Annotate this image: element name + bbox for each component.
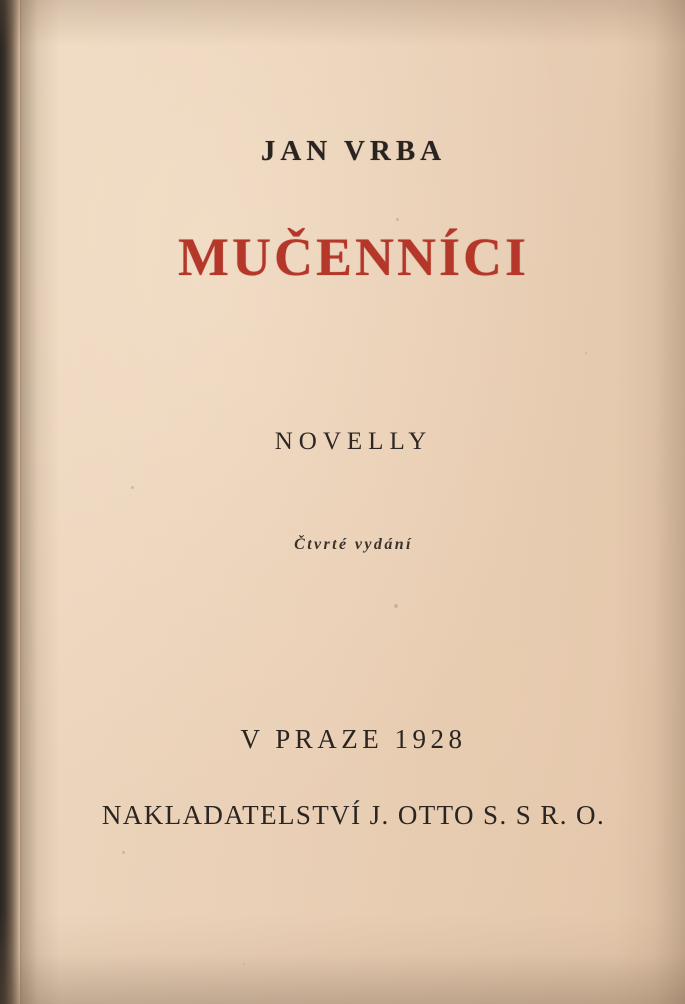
genre-subtitle: NOVELLY	[274, 428, 433, 455]
title-page-content	[22, 0, 685, 1004]
place-and-year: V PRAZE 1928	[240, 724, 467, 754]
edition-statement: Čtvrté vydání	[294, 536, 413, 553]
book-title: MUČENNÍCI	[178, 227, 529, 287]
publisher-imprint: NAKLADATELSTVÍ J. OTTO S. S R. O.	[101, 800, 606, 830]
author-name: JAN VRBA	[260, 135, 447, 167]
binding-gutter	[0, 0, 22, 1004]
